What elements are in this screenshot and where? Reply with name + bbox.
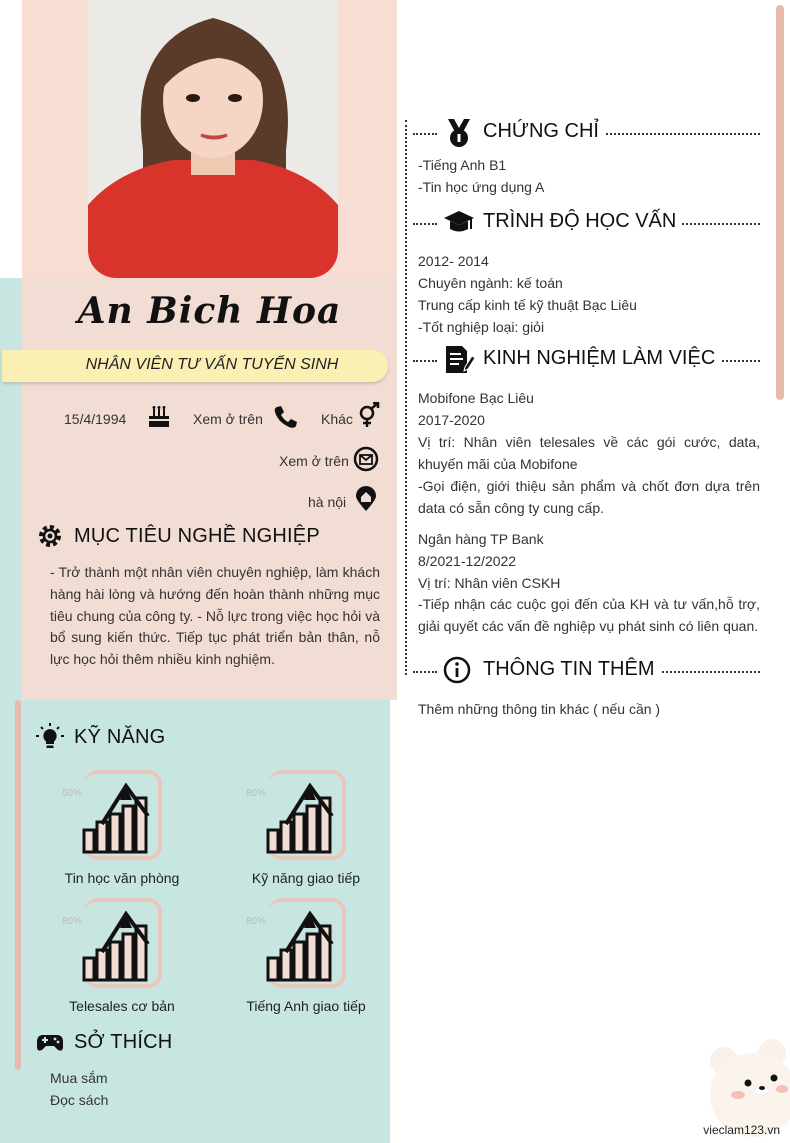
- birthday-cake-icon: [146, 404, 172, 430]
- accent-line: [15, 700, 21, 1070]
- certificate-item: -Tiếng Anh B1: [418, 157, 507, 173]
- skill-name: Kỹ năng giao tiếp: [251, 870, 361, 886]
- job-title: NHÂN VIÊN TƯ VẤN TUYỂN SINH: [85, 356, 339, 373]
- medal-icon: [443, 118, 475, 148]
- scrollbar[interactable]: [776, 5, 784, 400]
- objective-heading-label: MỤC TIÊU NGHỀ NGHIỆP: [74, 524, 320, 547]
- job-description: -Tiếp nhận các cuộc gọi đến của KH và tư vấn,hỗ trợ, giải quyết các vấn đề nghiệp vụ phát sinh có liên quan.: [418, 596, 760, 634]
- skill-item: [216, 770, 396, 890]
- job-description: -Gọi điện, giới thiệu sản phẩm và chốt đơn dựa trên data có sẵn công ty cung cấp.: [418, 478, 760, 516]
- job-period: 2017-2020: [418, 412, 485, 428]
- gear-icon: [36, 522, 64, 550]
- skill-item: [216, 898, 396, 1018]
- growth-chart-icon: [256, 908, 336, 986]
- extra-heading: [405, 656, 760, 686]
- extra-text: Thêm những thông tin khác ( nếu cần ): [418, 701, 661, 717]
- certificates-heading: [405, 118, 760, 148]
- hobbies-heading: [36, 1028, 172, 1056]
- certificate-item: -Tin học ứng dụng A: [418, 179, 545, 195]
- skill-name: Tin học văn phòng: [64, 870, 180, 886]
- growth-chart-icon: [72, 908, 152, 986]
- timeline-line: [405, 120, 407, 675]
- lightbulb-icon: [36, 723, 64, 751]
- skill-percent: 80%: [62, 916, 83, 927]
- certificates-heading-label: CHỨNG CHỈ: [483, 120, 605, 143]
- extra-heading-label: THÔNG TIN THÊM: [483, 658, 660, 681]
- objective-text: - Trở thành một nhân viên chuyên nghiệp, làm khách hàng hài lòng và hướng đến hoàn thành những mục tiêu chung của công ty. - Nỗ lực trong việc học hỏi và bổ sung kiến thức. Tiếp tục phát triển bản thân, nỗ lực học hỏi thêm nhiều kinh nghiệm.: [50, 564, 380, 668]
- job-role: Vị trí: Nhân viên telesales về các gói cước, data, khuyến mãi của Mobifone: [418, 434, 760, 472]
- job-period: 8/2021-12/2022: [418, 553, 517, 569]
- email: Xem ở trên: [279, 453, 349, 469]
- education-heading-label: TRÌNH ĐỘ HỌC VẤN: [483, 210, 682, 233]
- education-major: Chuyên ngành: kế toán: [418, 275, 563, 291]
- phone: Xem ở trên: [193, 411, 263, 427]
- phone-icon: [272, 404, 298, 430]
- watermark: vieclam123.vn: [703, 1123, 780, 1137]
- info-icon: [443, 656, 475, 686]
- birthdate: 15/4/1994: [64, 411, 127, 427]
- candidate-name: An Bich Hoa: [77, 290, 342, 332]
- education-school: Trung cấp kinh tế kỹ thuật Bạc Liêu: [418, 297, 637, 313]
- hobby-item: Mua sắm: [50, 1070, 108, 1086]
- gender: Khác: [321, 411, 353, 427]
- education-grade: -Tốt nghiệp loại: giỏi: [418, 319, 545, 335]
- growth-chart-icon: [256, 780, 336, 858]
- skills-heading: [36, 723, 165, 751]
- skill-percent: 50%: [62, 788, 83, 799]
- skill-item: [32, 770, 212, 890]
- hobby-item: Đọc sách: [50, 1092, 109, 1108]
- skill-percent: 80%: [246, 916, 267, 927]
- skill-item: [32, 898, 212, 1018]
- job-company: Ngân hàng TP Bank: [418, 531, 544, 547]
- document-edit-icon: [443, 345, 475, 375]
- graduation-cap-icon: [443, 208, 475, 238]
- gamepad-icon: [36, 1028, 64, 1056]
- skill-name: Telesales cơ bản: [69, 998, 175, 1014]
- growth-chart-icon: [72, 780, 152, 858]
- skill-percent: 80%: [246, 788, 267, 799]
- skill-name: Tiếng Anh giao tiếp: [246, 998, 366, 1014]
- objective-heading: [36, 522, 320, 550]
- profile-photo: [88, 0, 338, 278]
- skills-heading-label: KỸ NĂNG: [74, 725, 166, 748]
- experience-heading: [405, 345, 760, 375]
- hobbies-heading-label: SỞ THÍCH: [74, 1030, 173, 1053]
- education-heading: [405, 208, 760, 238]
- email-icon: [353, 446, 379, 472]
- education-period: 2012- 2014: [418, 253, 489, 269]
- address: hà nội: [308, 494, 347, 510]
- experience-heading-label: KINH NGHIỆM LÀM VIỆC: [483, 347, 721, 370]
- job-role: Vị trí: Nhân viên CSKH: [418, 575, 561, 591]
- location-icon: [353, 486, 379, 512]
- gender-icon: [356, 402, 382, 428]
- job-company: Mobifone Bạc Liêu: [418, 390, 534, 406]
